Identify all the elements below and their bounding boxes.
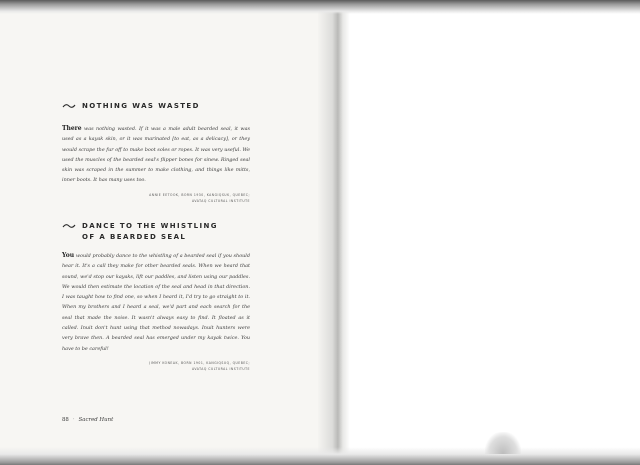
section-heading (62, 101, 250, 112)
tilde-ornament-icon (62, 102, 76, 110)
heading-text (82, 221, 218, 243)
bottom-scan-shadow (0, 447, 640, 465)
attribution-line-2: AVATAQ CULTURAL INSTITUTE (191, 366, 250, 371)
section-heading (62, 221, 250, 243)
body-text: was nothing wasted. If it was a male adult bearded seal, it was used as a kayak skin, or it was marinated [to eat, as a delicacy], or they would scrape the fur off to make boot soles or ropes. It was very useful. We used the muscles of the bearded seal's flipper bones for sinew. Ringed seal skin was scraped in the summer to make clothing, and things like mitts, inner boots. It has many uses too. (62, 126, 250, 184)
section-nothing-was-wasted (62, 101, 250, 204)
thumb-shadow (485, 432, 521, 454)
drop-word: There (62, 125, 82, 132)
heading-line-1: DANCE TO THE WHISTLING (82, 222, 218, 230)
drop-word: You (62, 252, 75, 259)
book-title: Sacred Hunt (78, 417, 114, 423)
footer-separator: · (72, 417, 75, 423)
tilde-ornament-icon (62, 222, 76, 230)
section-dance-to-the-whistling (62, 221, 250, 372)
attribution-line-1: JIMMY KONEAK, BORN 1901, KANGIQSUQ, QUEBEC; (149, 360, 250, 365)
top-scan-shadow (0, 0, 640, 14)
body-text: would probably dance to the whistling of a bearded seal if you should hear it. It's a call they make for other bearded seals. When we heard that sound, we'd stop our kayaks, lift our paddles, and listen using our paddles. We would then estimate the location of the seal and head in that direction. I was taught how to find one, so when I heard it, I'd try to go straight to it. When my brothers and I heard a seal, we'd part and each search for the seal that made the noise. It wasn't always easy to find. It floated as it called. Inuit don't hunt using that method nowadays. Inuit hunters were very brave then. A bearded seal has emerged under my kayak twice. You have to be careful! (62, 253, 250, 352)
heading-text: NOTHING WAS WASTED (82, 102, 200, 110)
page-number: 88 (62, 417, 69, 423)
attribution-line-2: AVATAQ CULTURAL INSTITUTE (191, 198, 250, 203)
section-body (62, 251, 250, 354)
heading-line-2: OF A BEARDED SEAL (82, 233, 187, 241)
attribution (62, 360, 250, 372)
section-body (62, 124, 250, 186)
right-page (350, 0, 640, 465)
book-gutter (318, 0, 350, 465)
page-footer (62, 417, 113, 423)
attribution-line-1: ANNIE EETOOK, BORN 1930, KANGIQSUK, QUEBEC; (149, 192, 250, 197)
attribution (62, 192, 250, 204)
